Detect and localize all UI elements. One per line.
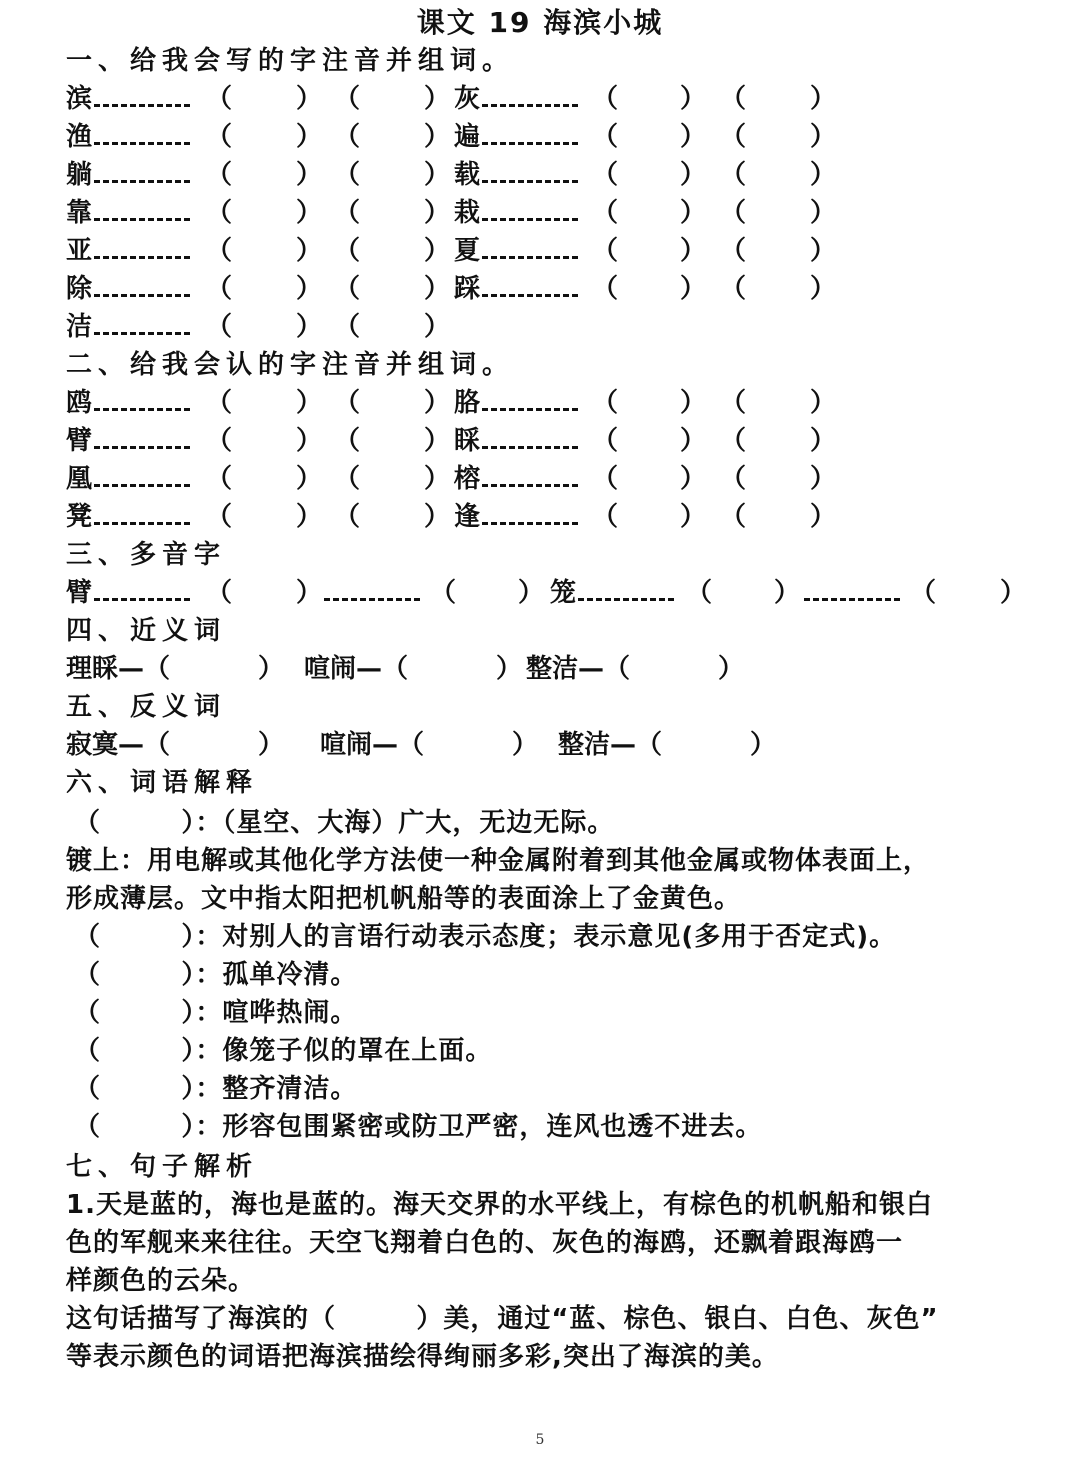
char-1: 臂 (66, 578, 93, 608)
definition-line-1: （ ）：（星空、大海）广大，无边无际。 (74, 808, 615, 838)
section-2-heading: 二、给我会认的字注音并组词。 (66, 350, 515, 380)
char-b: 灰 (454, 84, 481, 114)
char-a: 凳 (66, 502, 93, 532)
section-1-heading: 一、给我会写的字注音并组词。 (66, 46, 515, 76)
char-a: 靠 (66, 198, 93, 228)
page-title: 课文 19 海滨小城 (416, 6, 664, 39)
pinyin-blank[interactable] (482, 156, 578, 183)
pinyin-blank[interactable] (482, 460, 578, 487)
analysis-line-1: 1.天是蓝的，海也是蓝的。海天交界的水平线上，有棕色的机帆船和银白 (66, 1190, 933, 1220)
pinyin-blank[interactable] (482, 232, 578, 259)
char-a: 臂 (66, 426, 93, 456)
worksheet-page: 课文 19 海滨小城 一、给我会写的字注音并组词。 滨 （ ） （ ） 灰 （ ） （ ） 渔 （ ） （ ） 遍 （ ） （ ） 躺 （ ） （ ） 载 （ ） （ ） 靠 （ ） （ ） 栽 （ ） （ ） 亚 （ ） （ ） 夏 （ ） （ ） 除 （ ） （ ） 踩 （ ） （ ） 洁 （ ） （ ） 二、给我会认的字注音并组词。 鸥 （ ） （ ） 胳 （ ） （ ） 臂 （ ） （ ） 睬 （ ） （ ） 凰 （ ） （ ） 榕 （ ） （ ） 凳 （ ） （ ） 逢 （ ） （ ） 三、多音字 臂 （ ） （ ） 笼 （ ） （ ） 四、近义词 理睬—（ ） 喧闹—（ ） 整洁—（ ） 五、反义词 寂寞—（ ） 喧闹—（ ） 整洁—（ ） 六、词语解释 （ ）：（星空、大海）广大，无边无际。 镀上：用电解或其他化学方法使一种金属附着到其他金属或物体表面上， 形成薄层。文中指太阳把机帆船等的表面涂上了金黄色。 （ ）：对别人的言语行动表示态度；表示意见(多用于否定式)。 （ ）：孤单冷清。 （ ）：喧哗热闹。 （ ）：像笼子似的罩在上面。 （ ）：整齐清洁。 （ ）：形容包围紧密或防卫严密，连风也透不进去。 七、句子解析 1.天是蓝的，海也是蓝的。海天交界的水平线上，有棕色的机帆船和银白 色的军舰来来往往。天空飞翔着白色的、灰色的海鸥，还飘着跟海鸥一 样颜色的云朵。 这句话描写了海滨的（ ）美，通过“蓝、棕色、银白、白色、灰色” 等表示颜色的词语把海滨描绘得绚丽多彩,突出了海滨的美。 5 (0, 0, 1080, 1464)
pinyin-blank[interactable] (482, 270, 578, 297)
char-a: 除 (66, 274, 93, 304)
definition-line-7: （ ）：像笼子似的罩在上面。 (74, 1036, 493, 1066)
pinyin-blank[interactable] (482, 498, 578, 525)
pinyin-blank[interactable] (482, 118, 578, 145)
char-b: 榕 (454, 464, 481, 494)
definition-line-3: 形成薄层。文中指太阳把机帆船等的表面涂上了金黄色。 (66, 884, 742, 914)
pinyin-blank[interactable] (94, 194, 190, 221)
char-b: 夏 (454, 236, 481, 266)
pinyin-blank[interactable] (324, 574, 420, 601)
char-a: 渔 (66, 122, 93, 152)
char-b: 栽 (454, 198, 481, 228)
section-3-heading: 三、多音字 (66, 540, 227, 570)
page-number: 5 (535, 1432, 545, 1448)
pinyin-blank[interactable] (94, 460, 190, 487)
char-a: 滨 (66, 84, 93, 114)
pinyin-blank[interactable] (94, 232, 190, 259)
section-6-heading: 六、词语解释 (66, 768, 259, 798)
definition-line-6: （ ）：喧哗热闹。 (74, 998, 358, 1028)
section-7-heading: 七、句子解析 (66, 1152, 259, 1182)
definition-line-5: （ ）：孤单冷清。 (74, 960, 358, 990)
pinyin-blank[interactable] (94, 384, 190, 411)
definition-line-8: （ ）：整齐清洁。 (74, 1074, 358, 1104)
analysis-line-4: 这句话描写了海滨的（ ）美，通过“蓝、棕色、银白、白色、灰色” (66, 1304, 939, 1334)
pinyin-blank[interactable] (94, 422, 190, 449)
char-b: 遍 (454, 122, 481, 152)
char-2: 笼 (550, 578, 577, 608)
antonym-item-2: 喧闹—（ (320, 730, 425, 760)
analysis-line-5: 等表示颜色的词语把海滨描绘得绚丽多彩,突出了海滨的美。 (66, 1342, 779, 1372)
section-4-heading: 四、近义词 (66, 616, 227, 646)
analysis-line-3: 样颜色的云朵。 (66, 1266, 256, 1296)
synonym-item-3: 整洁—（ (526, 654, 631, 684)
char-b: 逢 (454, 502, 481, 532)
pinyin-blank[interactable] (482, 384, 578, 411)
pinyin-blank[interactable] (482, 194, 578, 221)
antonym-item-1: 寂寞—（ (66, 730, 171, 760)
pinyin-blank[interactable] (94, 498, 190, 525)
char-b: 睬 (454, 426, 481, 456)
antonym-item-3: 整洁—（ (558, 730, 663, 760)
char-a: 亚 (66, 236, 93, 266)
char-b: 胳 (454, 388, 481, 418)
pinyin-blank[interactable] (482, 80, 578, 107)
section-5-heading: 五、反义词 (66, 692, 227, 722)
definition-line-2: 镀上：用电解或其他化学方法使一种金属附着到其他金属或物体表面上， (66, 846, 931, 876)
pinyin-blank[interactable] (804, 574, 900, 601)
pinyin-blank[interactable] (94, 118, 190, 145)
definition-line-9: （ ）：形容包围紧密或防卫严密，连风也透不进去。 (74, 1112, 763, 1142)
char-a: 洁 (66, 312, 93, 342)
char-b: 踩 (454, 274, 481, 304)
pinyin-blank[interactable] (94, 80, 190, 107)
pinyin-blank[interactable] (94, 270, 190, 297)
pinyin-blank[interactable] (482, 422, 578, 449)
synonym-item-1: 理睬—（ (66, 654, 171, 684)
char-b: 载 (454, 160, 481, 190)
pinyin-blank[interactable] (578, 574, 674, 601)
pinyin-blank[interactable] (94, 574, 190, 601)
pinyin-blank[interactable] (94, 308, 190, 335)
pinyin-blank[interactable] (94, 156, 190, 183)
analysis-line-2: 色的军舰来来往往。天空飞翔着白色的、灰色的海鸥，还飘着跟海鸥一 (66, 1228, 904, 1258)
synonym-item-2: 喧闹—（ (304, 654, 409, 684)
definition-line-4: （ ）：对别人的言语行动表示态度；表示意见(多用于否定式)。 (74, 922, 897, 952)
char-a: 躺 (66, 160, 93, 190)
char-a: 鸥 (66, 388, 93, 418)
char-a: 凰 (66, 464, 93, 494)
